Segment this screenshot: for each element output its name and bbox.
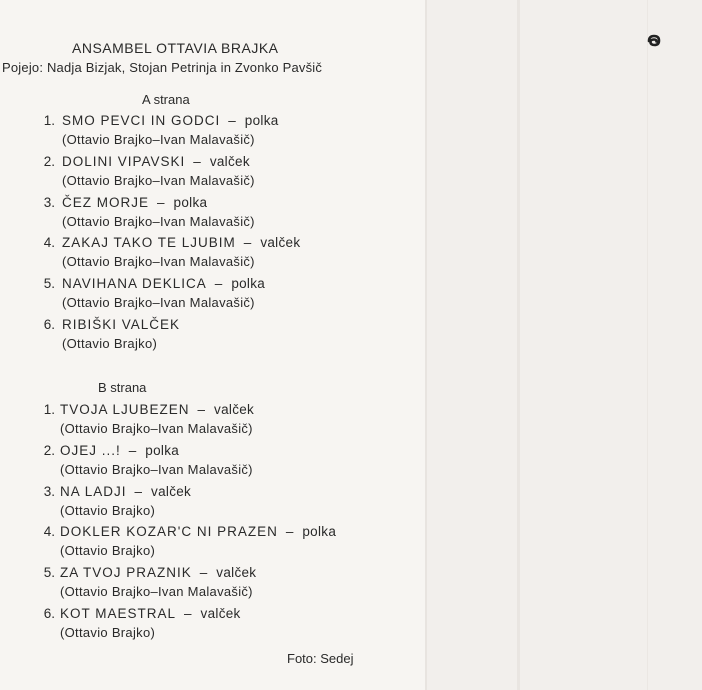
track-authors: (Ottavio Brajko–Ivan Malavašič) bbox=[60, 584, 253, 600]
track-number: 3. bbox=[43, 483, 55, 499]
track-authors: (Ottavio Brajko–Ivan Malavašič) bbox=[62, 213, 255, 229]
track-title: NAVIHANA DEKLICA bbox=[62, 276, 207, 292]
track-separator: – bbox=[243, 235, 253, 251]
photo-credit: Foto: Sedej bbox=[287, 651, 354, 666]
track-title: ZA TVOJ PRAZNIK bbox=[60, 565, 192, 581]
track-authors: (Ottavio Brajko–Ivan Malavašič) bbox=[62, 132, 255, 147]
track-dance-type: polka bbox=[244, 113, 279, 128]
track-authors: (Ottavio Brajko–Ivan Malavašič) bbox=[60, 421, 253, 436]
track-separator: – bbox=[214, 276, 224, 292]
track-authors: (Ottavio Brajko) bbox=[60, 543, 156, 559]
track-dance-type: polka bbox=[302, 524, 337, 540]
track-title-line bbox=[62, 235, 300, 250]
track-separator: – bbox=[285, 524, 295, 540]
side-b-title: B strana bbox=[98, 380, 147, 395]
track-title: RIBIŠKI VALČEK bbox=[62, 317, 181, 332]
track-dance-type: polka bbox=[145, 442, 180, 458]
track-title-line bbox=[62, 154, 250, 169]
track-title: OJEJ ...! bbox=[60, 442, 121, 458]
track-number: 2. bbox=[43, 153, 55, 169]
track-authors: (Ottavio Brajko–Ivan Malavašič) bbox=[62, 172, 255, 188]
track-dance-type: polka bbox=[231, 276, 266, 292]
track-number: 5. bbox=[43, 276, 55, 292]
track-dance-type: valček bbox=[209, 153, 250, 169]
track-separator: – bbox=[134, 483, 144, 499]
track-authors: (Ottavio Brajko) bbox=[60, 502, 156, 518]
track-title: DOKLER KOZAR'C NI PRAZEN bbox=[60, 524, 278, 540]
track-authors: (Ottavio Brajko) bbox=[60, 625, 156, 640]
fold-line bbox=[647, 0, 648, 690]
track-title: NA LADJI bbox=[60, 483, 127, 499]
track-title: ČEZ MORJE bbox=[62, 194, 150, 210]
page-corner-mark-icon bbox=[646, 32, 662, 48]
track-dance-type: valček bbox=[200, 606, 241, 621]
track-number: 2. bbox=[43, 442, 55, 458]
track-title-line bbox=[60, 443, 179, 458]
track-number: 1. bbox=[43, 402, 55, 417]
track-authors: (Ottavio Brajko–Ivan Malavašič) bbox=[60, 461, 253, 477]
track-separator: – bbox=[228, 113, 237, 128]
track-title-line bbox=[60, 606, 241, 621]
track-number: 6. bbox=[43, 317, 55, 332]
side-a-title: A strana bbox=[142, 92, 190, 107]
track-separator: – bbox=[157, 194, 166, 210]
track-separator: – bbox=[199, 565, 209, 581]
track-number: 6. bbox=[43, 606, 55, 621]
ensemble-title: ANSAMBEL OTTAVIA BRAJKA bbox=[72, 40, 279, 56]
track-title: DOLINI VIPAVSKI bbox=[62, 153, 186, 169]
fold-line bbox=[517, 0, 520, 690]
insert-back-panel bbox=[425, 0, 702, 690]
performers-line: Pojejo: Nadja Bizjak, Stojan Petrinja in Zvonko Pavšič bbox=[2, 60, 323, 75]
track-title-line bbox=[62, 317, 180, 332]
track-separator: – bbox=[184, 606, 193, 621]
track-title: SMO PEVCI IN GODCI bbox=[62, 113, 221, 128]
track-title-line bbox=[60, 524, 336, 539]
track-title-line bbox=[60, 565, 256, 580]
track-authors: (Ottavio Brajko) bbox=[62, 336, 158, 351]
track-title: TVOJA LJUBEZEN bbox=[60, 402, 190, 417]
track-title-line bbox=[60, 402, 254, 417]
fold-line bbox=[425, 0, 427, 690]
track-dance-type: valček bbox=[260, 235, 301, 251]
track-authors: (Ottavio Brajko–Ivan Malavašič) bbox=[62, 254, 255, 270]
track-number: 3. bbox=[43, 194, 55, 210]
track-separator: – bbox=[128, 442, 138, 458]
track-title-line bbox=[62, 195, 207, 210]
track-number: 4. bbox=[43, 235, 55, 251]
track-dance-type: polka bbox=[173, 194, 208, 210]
track-number: 1. bbox=[43, 113, 55, 128]
track-title-line bbox=[60, 484, 191, 499]
track-dance-type: valček bbox=[214, 402, 255, 417]
track-number: 4. bbox=[43, 524, 55, 540]
track-title: KOT MAESTRAL bbox=[60, 606, 177, 621]
track-authors: (Ottavio Brajko–Ivan Malavašič) bbox=[62, 295, 255, 311]
track-separator: – bbox=[197, 402, 207, 417]
track-title-line bbox=[62, 113, 279, 128]
track-dance-type: valček bbox=[216, 565, 257, 581]
track-separator: – bbox=[193, 153, 202, 169]
track-title-line bbox=[62, 276, 265, 291]
track-dance-type: valček bbox=[151, 483, 192, 499]
track-number: 5. bbox=[43, 565, 55, 581]
track-title: ZAKAJ TAKO TE LJUBIM bbox=[62, 235, 236, 251]
